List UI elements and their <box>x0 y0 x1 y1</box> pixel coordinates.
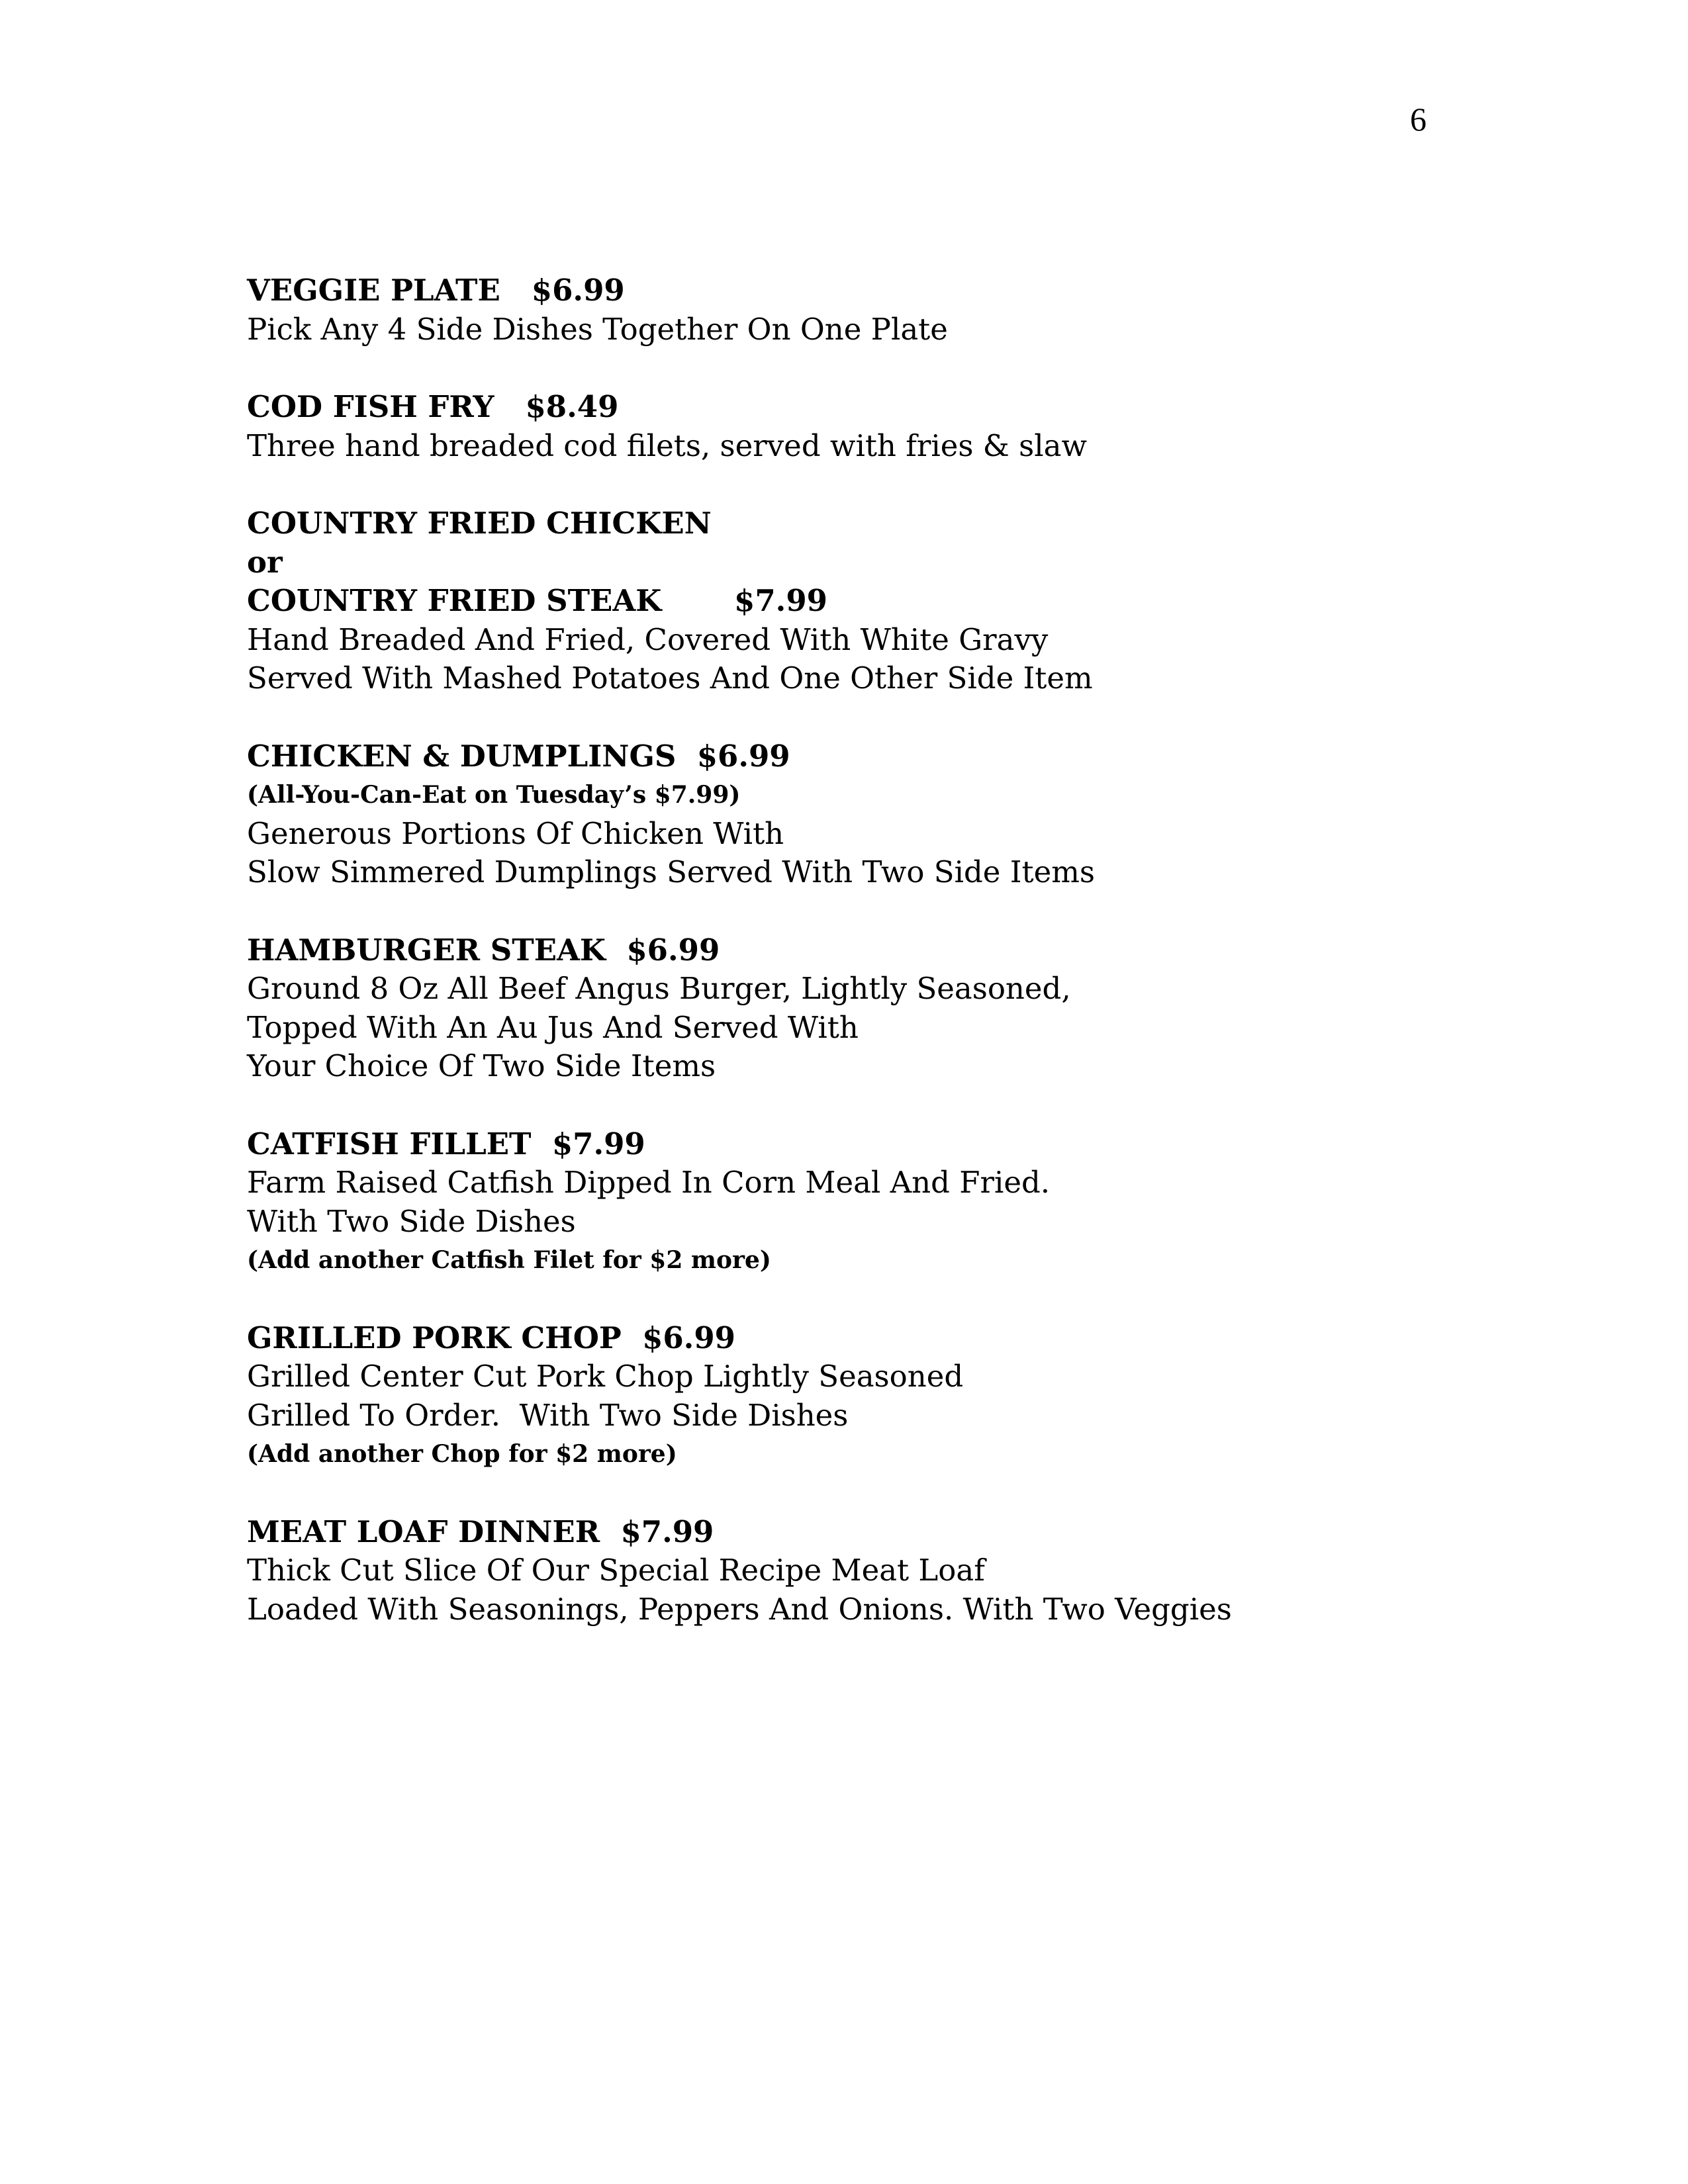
menu-item-description: With Two Side Dishes <box>247 1203 576 1239</box>
menu-item-description: Loaded With Seasonings, Peppers And Onions. With Two Veggies <box>247 1591 1232 1627</box>
menu-item-grilled-pork-chop <box>247 1319 1505 1474</box>
menu-item-description: Grilled Center Cut Pork Chop Lightly Seasoned <box>247 1359 964 1394</box>
menu-item-title: VEGGIE PLATE $6.99 <box>247 273 625 308</box>
menu-item-country-fried <box>247 504 1505 698</box>
menu-item-description: Ground 8 Oz All Beef Angus Burger, Lightly Seasoned, <box>247 971 1071 1006</box>
menu-item-catfish-fillet <box>247 1125 1505 1280</box>
page-number: 6 <box>1410 101 1427 138</box>
menu-item-description: Three hand breaded cod filets, served with fries & slaw <box>247 428 1087 463</box>
menu-item-description: Served With Mashed Potatoes And One Other Side Item <box>247 660 1093 696</box>
menu-item-description: Your Choice Of Two Side Items <box>247 1048 716 1083</box>
menu-item-description: Pick Any 4 Side Dishes Together On One Plate <box>247 311 948 347</box>
menu-item-veggie-plate <box>247 271 1505 349</box>
menu-item-meat-loaf-dinner <box>247 1513 1505 1629</box>
menu-item-title: or <box>247 544 283 580</box>
menu-item-title: COUNTRY FRIED STEAK $7.99 <box>247 583 827 618</box>
menu-item-note: (Add another Chop for $2 more) <box>247 1440 677 1468</box>
menu-item-description: Farm Raised Catfish Dipped In Corn Meal And Fried. <box>247 1165 1051 1200</box>
menu-item-note: (Add another Catfish Filet for $2 more) <box>247 1246 771 1274</box>
menu-item-title: GRILLED PORK CHOP $6.99 <box>247 1320 735 1355</box>
menu-item-hamburger-steak <box>247 931 1505 1086</box>
menu-item-title: COD FISH FRY $8.49 <box>247 389 619 424</box>
menu-item-title: MEAT LOAF DINNER $7.99 <box>247 1514 714 1549</box>
menu-item-note: (All-You-Can-Eat on Tuesday’s $7.99) <box>247 781 741 809</box>
menu-item-title: HAMBURGER STEAK $6.99 <box>247 932 720 968</box>
menu-item-cod-fish-fry <box>247 388 1505 465</box>
menu-item-description: Thick Cut Slice Of Our Special Recipe Meat Loaf <box>247 1553 985 1588</box>
menu-item-description: Generous Portions Of Chicken With <box>247 815 784 851</box>
menu-item-description: Hand Breaded And Fried, Covered With White Gravy <box>247 621 1049 657</box>
menu-item-title: CATFISH FILLET $7.99 <box>247 1126 645 1161</box>
menu-item-description: Topped With An Au Jus And Served With <box>247 1009 859 1045</box>
menu-item-description: Grilled To Order. With Two Side Dishes <box>247 1397 849 1433</box>
menu-item-title: COUNTRY FRIED CHICKEN <box>247 506 712 541</box>
menu-item-chicken-dumplings <box>247 737 1505 892</box>
menu-list <box>247 271 1505 1668</box>
menu-item-title: CHICKEN & DUMPLINGS $6.99 <box>247 738 790 774</box>
menu-item-description: Slow Simmered Dumplings Served With Two Side Items <box>247 854 1095 889</box>
